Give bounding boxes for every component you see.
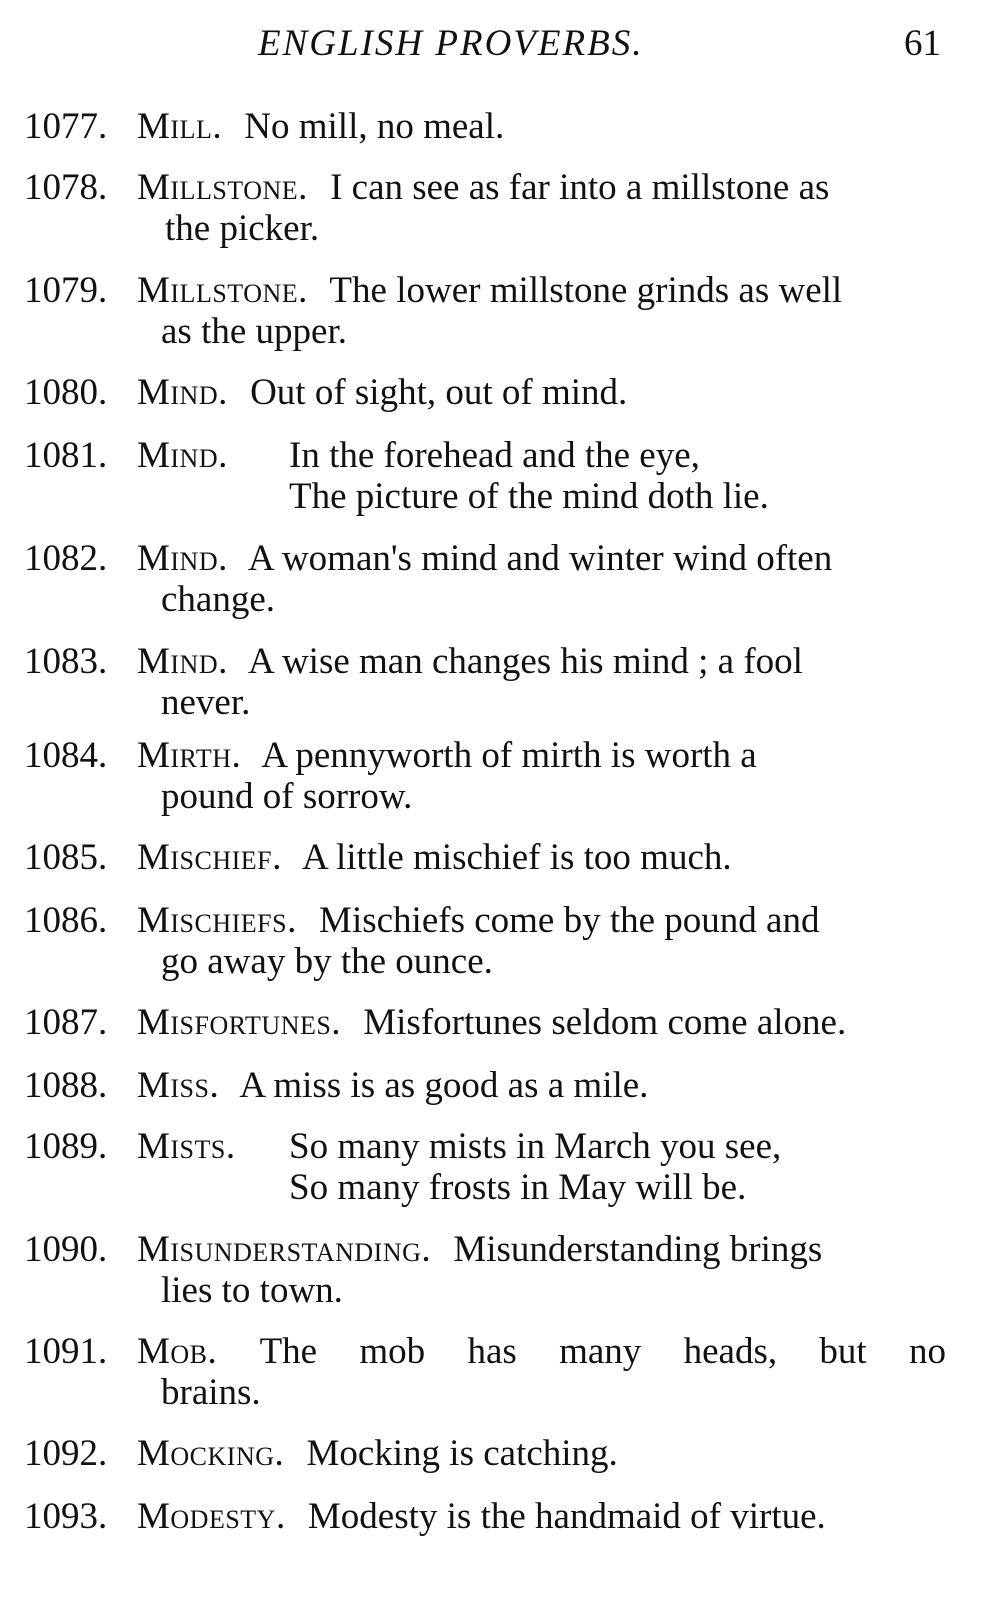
proverb-text: A woman's mind and winter wind often <box>248 538 833 579</box>
proverb-keyword: Mind. <box>137 538 228 579</box>
proverb-word: heads, <box>683 1331 778 1372</box>
proverb-keyword: Mocking. <box>137 1433 285 1474</box>
proverb-number: 1089. <box>24 1126 108 1167</box>
proverb-line <box>137 106 946 147</box>
proverb-keyword: Mischiefs. <box>137 900 297 941</box>
proverb-keyword: Misunderstanding. <box>137 1229 432 1270</box>
proverb-keyword: Mirth. <box>137 735 242 776</box>
proverb-line <box>137 900 946 941</box>
proverb-continuation: go away by the ounce. <box>161 941 493 982</box>
proverb-number: 1081. <box>24 435 108 476</box>
proverb-continuation: pound of sorrow. <box>161 776 413 817</box>
proverb-text: A pennyworth of mirth is worth a <box>261 735 757 776</box>
running-title: ENGLISH PROVERBS. <box>258 23 644 64</box>
proverb-number: 1077. <box>24 106 108 147</box>
running-head <box>0 22 1000 72</box>
proverb-keyword: Misfortunes. <box>137 1002 342 1043</box>
proverb-word: has <box>467 1331 517 1372</box>
proverb-number: 1086. <box>24 900 108 941</box>
proverb-word: many <box>559 1331 642 1372</box>
verse-line: The picture of the mind doth lie. <box>289 476 769 517</box>
proverb-number: 1085. <box>24 837 108 878</box>
verse-line: So many frosts in May will be. <box>289 1167 747 1208</box>
proverb-continuation: as the upper. <box>161 311 347 352</box>
proverb-text: Mocking is catching. <box>306 1433 618 1474</box>
proverb-word: but <box>819 1331 867 1372</box>
proverb-keyword: Mill. <box>137 106 223 147</box>
proverb-continuation: change. <box>161 579 276 620</box>
proverb-text: Misfortunes seldom come alone. <box>363 1002 847 1043</box>
proverb-number: 1084. <box>24 735 108 776</box>
proverb-line <box>137 1229 946 1270</box>
proverb-line <box>137 837 946 878</box>
proverb-line <box>137 641 946 682</box>
proverb-text: A little mischief is too much. <box>302 837 732 878</box>
proverb-continuation: never. <box>161 682 251 723</box>
proverb-word: no <box>908 1331 946 1372</box>
proverb-keyword: Mind. <box>137 372 228 413</box>
proverb-number: 1082. <box>24 538 108 579</box>
page-number: 61 <box>904 23 941 64</box>
proverb-line <box>137 167 946 208</box>
proverb-line <box>137 1065 946 1106</box>
proverb-number: 1087. <box>24 1002 108 1043</box>
proverb-keyword: Mists. <box>137 1126 236 1167</box>
proverb-continuation: brains. <box>161 1372 261 1413</box>
proverb-keyword: Mind. <box>137 641 228 682</box>
proverb-continuation: lies to town. <box>161 1270 343 1311</box>
verse-line: So many mists in March you see, <box>289 1126 782 1167</box>
proverb-text: A wise man changes his mind ; a fool <box>248 641 803 682</box>
proverb-number: 1092. <box>24 1433 108 1474</box>
proverb-keyword: Miss. <box>137 1065 220 1106</box>
proverb-number: 1091. <box>24 1331 108 1372</box>
proverb-text: Out of sight, out of mind. <box>250 372 628 413</box>
proverb-keyword: Mischief. <box>137 837 282 878</box>
proverb-text: I can see as far into a millstone as <box>330 167 830 208</box>
proverb-word: mob <box>359 1331 426 1372</box>
proverb-keyword: Millstone. <box>137 167 308 208</box>
proverb-text: Misunderstanding brings <box>453 1229 823 1270</box>
proverb-line <box>137 270 946 311</box>
proverb-line <box>137 1496 946 1537</box>
proverb-line <box>137 538 946 579</box>
proverb-keyword: Mind. <box>137 435 228 476</box>
proverb-text: Modesty is the handmaid of virtue. <box>307 1496 826 1537</box>
proverb-number: 1090. <box>24 1229 108 1270</box>
proverb-continuation: the picker. <box>165 208 320 249</box>
proverb-word: The <box>259 1331 318 1372</box>
proverb-text: A miss is as good as a mile. <box>239 1065 649 1106</box>
proverb-line <box>137 1433 946 1474</box>
proverb-number: 1080. <box>24 372 108 413</box>
proverb-text: The lower millstone grinds as well <box>329 270 843 311</box>
proverb-line <box>137 1002 946 1043</box>
proverb-number: 1088. <box>24 1065 108 1106</box>
verse-line: In the forehead and the eye, <box>289 435 700 476</box>
proverb-text: No mill, no meal. <box>244 106 505 147</box>
proverb-number: 1078. <box>24 167 108 208</box>
proverb-line <box>137 372 946 413</box>
proverb-keyword: Modesty. <box>137 1496 286 1537</box>
proverb-keyword: Mob. <box>137 1331 218 1372</box>
proverb-number: 1079. <box>24 270 108 311</box>
proverb-line <box>137 735 946 776</box>
proverb-text: Mischiefs come by the pound and <box>319 900 820 941</box>
proverb-keyword: Millstone. <box>137 270 308 311</box>
proverb-number: 1093. <box>24 1496 108 1537</box>
proverb-number: 1083. <box>24 641 108 682</box>
proverb-line <box>137 1331 946 1372</box>
